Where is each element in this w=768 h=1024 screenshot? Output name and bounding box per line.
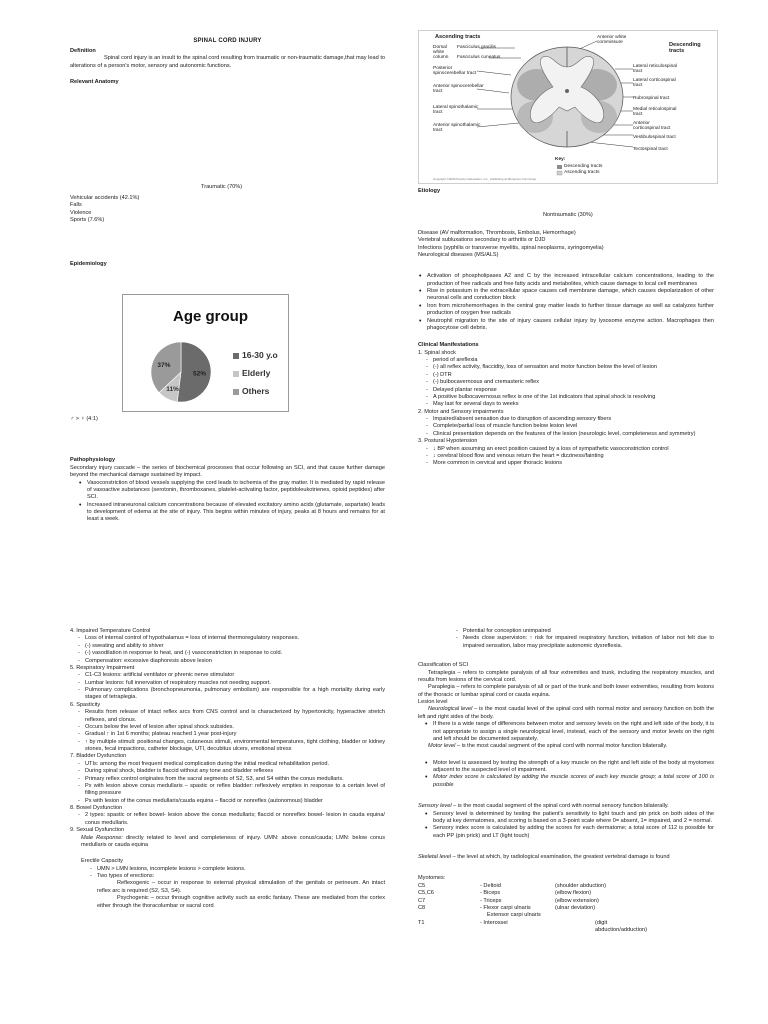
traumatic-item: Sports (7.6%) (70, 216, 105, 223)
temperature-list (76, 635, 385, 665)
pie-data-label: 11% (166, 386, 179, 394)
lesion-level-heading: Lesion level (418, 699, 448, 705)
motor-level-bullet: • Motor level is assessed by testing the strength of a key muscle on the right and left side of the body at myotomes adjacent to the suspected level of impairment. (424, 760, 714, 775)
figure-label: Rubrospinal tract (633, 96, 670, 101)
patho-bullet: • Vasoconstriction of blood vessels supplying the cord leads to ischemia of the gray matter. It is mediated by rapid release of vasoactive substances (serotonin, thromboxanes, platelet-activating factor, peptidoleukotrienes, opioid peptides) after SCI. (78, 480, 385, 502)
spinal-shock-title: 1. Spinal shock (418, 349, 456, 356)
sensory-level (418, 803, 714, 810)
motor-sensory-title: 2. Motor and Sensory impairments (418, 408, 504, 415)
spasticity-list (76, 709, 385, 753)
spinal-shock-item: - (-) bulbocavernosus and cremasteric reflex (424, 379, 714, 386)
bowel-list (76, 812, 385, 827)
myotome-muscle: - Deltoid (480, 882, 501, 889)
respiratory-item: - Pulmonary complications (bronchopneumonia, pulmonary embolism) are responsible for a high mortality during early stages of tetraplegia. (76, 687, 385, 702)
myotome-action: (elbow flexion) (555, 890, 592, 897)
figure-label: Fasciculus cuneatus (457, 55, 501, 60)
myotome-row (418, 890, 714, 897)
postural-list (424, 446, 714, 468)
sensory-level-label: Sensory level (418, 803, 452, 810)
legend-label: Others (242, 386, 270, 397)
myotome-muscle: - Triceps (480, 897, 502, 904)
figure-label: Posterior spinocerebellar tract (433, 66, 477, 77)
motor-level-bullet: • Motor index score is calculated by adding the muscle scores of each key muscle group; a total score of 100 is possible (424, 774, 714, 789)
nontraumatic-item: Vertebral subluxations secondary to arthritis or DJD (418, 237, 546, 244)
temperature-item: - Loss of internal control of hypothalamus = loss of internal thermoregulatory responses. (76, 635, 385, 642)
neuro-level-list (424, 721, 714, 743)
legend-swatch (233, 371, 239, 377)
neuro-level-label: Neurological level (428, 706, 473, 713)
legend-item (233, 350, 278, 361)
gender-ratio: ♂ > ♀ (4:1) (70, 416, 98, 422)
age-group-pie (149, 340, 213, 404)
figure-label: Fasciculus gracilis (457, 45, 496, 50)
spinal-shock-item: - Delayed plantar response (424, 387, 714, 394)
respiratory-item: - C1-C3 lesions: artificial ventilator or phrenic nerve stimulator (76, 672, 385, 679)
spinal-tracts-figure (418, 30, 718, 184)
spasticity-item: - Results from release of intact reflex arcs from CNS control and is characterized by hypertonicity, hyperactive stretch reflexes, and clonus. (76, 709, 385, 724)
figure-label: Anterior white commissure (597, 35, 627, 46)
page2-left-column (70, 628, 385, 910)
spasticity-item: - Occurs below the level of lesion after spinal shock subsides. (76, 724, 385, 731)
bladder-item: - UTIs: among the most frequent medical complication during the initial medical rehabilitation period. (76, 761, 385, 768)
figure-label: Anterior corticospinal tract (633, 121, 671, 132)
myotome-muscle: - Flexor carpi ulnaris (480, 904, 531, 911)
paraplegia-text: Paraplegia – refers to complete paralysis of all or part of the trunk and both lower extremities, resulting from lesions of the thoracic or lumbar spinal cord or cauda equina. (418, 684, 714, 698)
figure-key-title: Key: (555, 157, 566, 162)
mechanism-bullet: • Iron from microhemorrhages in the central gray matter leads to further tissue damage as well as catalyzes further production of oxygen free radicals (418, 303, 714, 318)
myotome-row (418, 920, 714, 935)
myotome-muscle: - Interossei (480, 919, 508, 926)
legend-item (233, 386, 278, 397)
myotome-action: (shoulder abduction) (555, 882, 606, 889)
motor-sensory-item: - Impaired/absent sensation due to disruption of ascending sensory fibers (424, 416, 714, 423)
male-response (70, 835, 385, 850)
page1-left-column (70, 38, 385, 269)
myotomes-table (418, 883, 714, 935)
postural-item: - More common in cervical and upper thoracic lesions (424, 460, 714, 467)
motor-level-list (424, 760, 714, 790)
chart-title: Age group (173, 308, 248, 325)
sexual-title: 9. Sexual Dysfunction (70, 827, 125, 834)
myotome-muscle: Extensor carpi ulnaris (487, 912, 541, 919)
motor-level-text: – is the most caudal segment of the spinal cord with normal motor function bilaterally. (455, 743, 668, 750)
patho-list (78, 480, 385, 524)
myotome-row (418, 905, 714, 912)
legend-item (233, 368, 278, 379)
figure-descending-header: Descending tracts (669, 42, 701, 54)
spinal-shock-item: - A positive bulbocavernosus reflex is one of the 1st indicators that spinal shock is resolving (424, 394, 714, 401)
legend-swatch (233, 389, 239, 395)
pregnancy-list (454, 628, 714, 650)
neuro-level-text: – is the most caudal level of the spinal cord with normal motor and sensory function on both the left and right sides of the body. (418, 706, 714, 720)
figure-key-item: Descending tracts (564, 164, 603, 169)
page-2 (0, 624, 768, 1024)
bladder-list (76, 761, 385, 805)
pathophysiology-heading: Pathophysiology (70, 457, 116, 464)
patho-intro: Secondary injury cascade – the series of biochemical processes that occur following an SCI, and that cause further damage beyond the mechanical damage sustained by impact. (70, 464, 385, 479)
legend-label: Elderly (242, 368, 271, 379)
traumatic-list (70, 195, 385, 225)
traumatic-item: Vehicular accidents (42.1%) (70, 194, 140, 201)
reflexogenic-text: Reflexogenic – occur in response to external physical stimulation of the genitals or perineum. An intact reflex arc is required (S2, S3, S4). (97, 880, 385, 894)
spinal-shock-list (424, 357, 714, 409)
motor-level-label: Motor level (428, 743, 456, 750)
patho-bullet: • Increased intraneuronal calcium concentrations because of elevated excitatory amino acids (glutamate, aspartate) leads to development of edema at the site of injury. This begins within minutes of injury, peaks at 8 hours and remains for at least a week. (78, 502, 385, 524)
erectile-list (88, 866, 385, 881)
erectile-title: Erectile Capacity (81, 858, 123, 865)
classification-heading: Classification of SCI (418, 662, 469, 669)
temperature-item: - (-) sweating and ability to shiver (76, 643, 385, 650)
mechanism-list (418, 273, 714, 332)
erectile-item: - Two types of erections: (88, 873, 385, 880)
spasticity-item: - ↑ by multiple stimuli: positional changes, cutaneous stimuli, environmental temperatures, tight clothing, bladder or kidney stones, fecal impactions, catheter blockage, UTI, decubitus ulcers, emotional stress (76, 739, 385, 754)
spinal-shock-item: - (-) all reflex activity, flaccidity, loss of sensation and motor function below the level of lesion (424, 364, 714, 371)
myotome-row (418, 883, 714, 890)
page-title: SPINAL CORD INJURY (193, 38, 262, 44)
sensory-level-bullet: • Sensory index score is calculated by adding the scores for each dermatome; a total score of 112 is possible for each PP (pin prick) and LT (light touch) (424, 825, 714, 840)
myotome-muscle: - Biceps (480, 890, 501, 897)
myotome-action: (digit abduction/adduction) (595, 919, 647, 933)
figure-copyright: Copyright ©2006 Pearson Education, Inc., publishing as Benjamin Cummings (433, 177, 536, 181)
motor-sensory-list (424, 416, 714, 438)
pie-data-label: 37% (157, 362, 171, 370)
temperature-title: 4. Impaired Temperature Control (70, 628, 151, 634)
motor-sensory-item: - Complete/partial loss of muscle function below lesion level (424, 423, 714, 430)
epidemiology-heading: Epidemiology (70, 261, 107, 268)
temperature-item: - Compensation: excessive diaphoresis above lesion (76, 658, 385, 665)
respiratory-list (76, 672, 385, 702)
figure-key-item: Ascending tracts (564, 170, 600, 175)
respiratory-item: - Lumbar lesions: full innervation of respiratory muscles not needing support. (76, 680, 385, 687)
definition-heading: Definition (70, 47, 96, 54)
page1-right-column (418, 188, 714, 468)
myotome-row (418, 898, 714, 905)
psychogenic-text: Psychogenic – occur through cognitive activity such as erotic fantasy. These are mediated from the cortex either through the thoracolumbar or sacral cord (97, 895, 385, 909)
motor-sensory-item: - Clinical presentation depends on the features of the lesion (neurologic level, completeness and symmetry) (424, 431, 714, 438)
erectile-item: - UMN > LMN lesions, incomplete lesions > complete lesions. (88, 866, 385, 873)
bladder-item: - During spinal shock, bladder is flaccid without any tone and bladder reflexes (76, 768, 385, 775)
skeletal-level-text: – the level at which, by radiological examination, the greatest vertebral damage is found (450, 854, 670, 860)
myotome-action: (elbow extension) (555, 897, 599, 904)
figure-label: Anterior spinothalamic tract (433, 123, 481, 134)
nontraumatic-item: Neurological diseases (MS/ALS) (418, 251, 499, 258)
motor-level (418, 743, 714, 750)
myotome-level (418, 912, 480, 919)
legend-swatch (233, 353, 239, 359)
bladder-item: - Px with lesion of the conus medullaris/cauda equina – flaccid or nonreflex (autonomous) bladder (76, 798, 385, 805)
sensory-level-text: – is the most caudal segment of the spinal cord with normal sensory function bilaterally. (451, 803, 669, 810)
myotome-level: C5,C6 (418, 890, 434, 897)
spinal-shock-item: - May last for several days to weeks (424, 401, 714, 408)
figure-label: Anterior spinocerebellar tract (433, 84, 484, 95)
bladder-item: - Primary reflex control originates from the sacral segments of S2, S3, and S4 within the conus medullaris. (76, 776, 385, 783)
figure-label: Medial reticulospinal tract (633, 107, 677, 118)
neuro-level (418, 706, 714, 721)
skeletal-level (418, 854, 714, 861)
figure-label: Dorsal white column (433, 45, 449, 61)
nontraumatic-list (418, 230, 714, 260)
sensory-level-list (424, 811, 714, 841)
legend-label: 16-30 y.o (242, 350, 278, 360)
spasticity-title: 6. Spasticity (70, 701, 101, 708)
figure-label: Lateral corticospinal tract (633, 78, 676, 89)
bladder-title: 7. Bladder Dysfunction (70, 753, 127, 760)
pregnancy-item: - Potential for conception unimpaired (454, 628, 714, 635)
mechanism-bullet: • Activation of phospholipases A2 and C by the increased intracellular calcium concentrations, leading to the production of free radicals and free fatty acids and metabolites, which cause damage to local cell membranes (418, 273, 714, 288)
temperature-item: - (-) vasodilation in response to heat, and (-) vasoconstriction in response to cold. (76, 650, 385, 657)
traumatic-item: Falls (70, 202, 82, 209)
nontraumatic-label: Nontraumatic (30%) (543, 212, 593, 219)
bowel-title: 8. Bowel Dysfunction (70, 805, 123, 811)
anatomy-heading: Relevant Anatomy (70, 79, 119, 86)
neuro-level-bullet: • If there is a wide range of differences between motor and sensory levels on the right and left side of the body, it is not appropriate to assign a single neurological level, instead, each of the sensory and motor levels on the right and left should be documented separately. (424, 721, 714, 743)
spinal-shock-item: - period of areflexia (424, 357, 714, 364)
spasticity-item: - Gradual ↑ in 1st 6 months; plateau reached 1 year post-injury (76, 731, 385, 738)
spinal-shock-item: - (-) DTR (424, 372, 714, 379)
age-group-chart (122, 294, 289, 412)
traumatic-item: Violence (70, 209, 92, 216)
postural-item: - ↓ cerebral blood flow and venous return the heart = dizziness/fainting (424, 453, 714, 460)
pregnancy-item: - Needs close supervision: ↑ risk for impaired respiratory function, initiation of labor not felt due to impaired sensation, labor may precipitate autonomic dysreflexia. (454, 635, 714, 650)
definition-text: Spinal cord injury is an insult to the spinal cord resulting from traumatic or non-traumatic damage,that may lead to alterations of a person's motor, sensory and autonomic functions. (70, 55, 385, 69)
figure-label: Tectospinal tract (633, 147, 668, 152)
male-response-label: Male Response: (81, 834, 123, 841)
respiratory-title: 5. Respiratory Impairment (70, 664, 135, 671)
mechanism-bullet: • Rise in potassium in the extracellular space causes cell membrane damage, which causes depolarization of other neuronal cells and conduction block (418, 288, 714, 303)
myotome-level: C7 (418, 897, 426, 904)
tetraplegia-text: Tetraplegia – refers to complete paralysis of all four extremities and trunk, including the respiratory muscles, and results from lesions of the cervical cord. (418, 669, 714, 683)
mechanism-bullet: • Neutrophil migration to the site of injury causes cellular injury by lysosome enzyme action. Macrophages then phagocytose cell debris. (418, 318, 714, 333)
skeletal-level-label: Skeletal level (418, 854, 451, 860)
figure-label: Vestibulospinal tract (633, 135, 676, 140)
myotome-level: T1 (418, 919, 425, 926)
figure-label: Lateral reticulospinal tract (633, 64, 677, 75)
page-1 (0, 28, 768, 590)
figure-ascending-header: Ascending tracts (435, 34, 481, 40)
pie-data-label: 52% (193, 370, 207, 378)
myotome-row (418, 912, 714, 919)
postural-item: - ↓ BP when assuming an erect position caused by a loss of sympathetic vasoconstriction control (424, 446, 714, 453)
myotome-level: C5 (418, 882, 426, 889)
nontraumatic-item: Infections (syphilis or transverse myelitis, spinal neoplasms, syringomyelia) (418, 244, 604, 251)
postural-title: 3. Postural Hypotension (418, 438, 478, 445)
myotome-level: C8 (418, 904, 426, 911)
chart-legend (233, 350, 278, 405)
myotome-action: (ulnar deviation) (555, 904, 596, 911)
traumatic-label: Traumatic (70%) (201, 184, 243, 191)
figure-label: Lateral spinothalamic tract (433, 105, 479, 116)
nontraumatic-item: Disease (AV malformation, Thrombosis, Embolus, Hemorrhage) (418, 229, 576, 236)
bowel-item: - 2 types: spastic or reflex bowel- lesion above the conus medullaris; flaccid or nonreflex bowel- lesion in cauda equina/ conus medullaris. (76, 812, 385, 827)
clinical-heading: Clinical Manifestations (418, 342, 479, 349)
myotome-action (555, 912, 655, 919)
etiology-heading: Etiology (418, 188, 441, 194)
page1-left-lower (70, 416, 385, 524)
sensory-level-bullet: • Sensory level is determined by testing the patient's sensitivity to light touch and pin prick on both sides of the body at key dermatomes, and scoring is based on a 3-point scale where 0= absent, 1= impaired, and 2 = normal. (424, 811, 714, 826)
myotomes-heading: Myotomes: (418, 875, 446, 882)
bladder-item: - Px with lesion above conus medullaris – spastic or reflex bladder: reflexively empties in response to a certain level of filling pressure (76, 783, 385, 798)
male-response-text: directly related to level and completeness of injury. UMN: above conus/cauda; LMN: below conus medullaris or cauda equina (81, 834, 385, 848)
page2-right-column (418, 628, 714, 934)
